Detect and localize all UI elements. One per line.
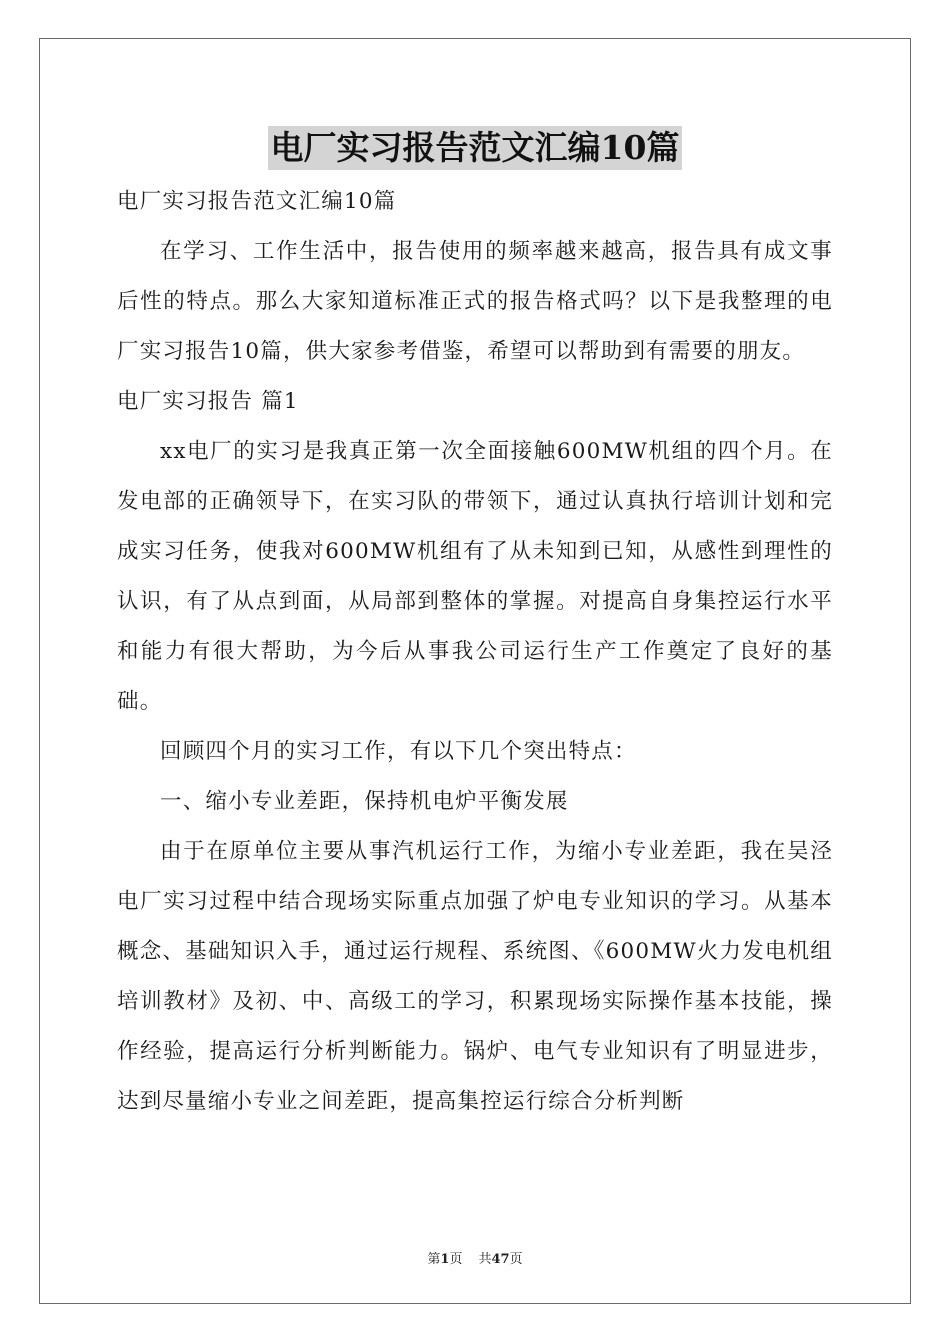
paragraph-intro: 在学习、工作生活中，报告使用的频率越来越高，报告具有成文事后性的特点。那么大家知道标准正式的报告格式吗？以下是我整理的电厂实习报告10篇，供大家参考借鉴，希望可以帮助到有需要的朋友。 <box>117 239 833 364</box>
paragraph-subtitle: 电厂实习报告范文汇编10篇 <box>117 189 397 214</box>
page-total-label: 共47页 <box>478 1252 523 1267</box>
page-number-current: 1 <box>440 1252 450 1267</box>
document-body <box>117 177 833 1127</box>
paragraph-body: xx电厂的实习是我真正第一次全面接触600MW机组的四个月。在发电部的正确领导下，在实习队的带领下，通过认真执行培训计划和完成实习任务，使我对600MW机组有了从未知到已知，从感性到理性的认识，有了从点到面，从局部到整体的掌握。对提高自身集控运行水平和能力有很大帮助，为今后从事我公司运行生产工作奠定了良好的基础。 <box>117 439 833 714</box>
page-number-label: 第1页 <box>427 1252 463 1267</box>
title-container <box>0 126 950 170</box>
paragraph-body: 由于在原单位主要从事汽机运行工作，为缩小专业差距，我在吴泾电厂实习过程中结合现场实际重点加强了炉电专业知识的学习。从基本概念、基础知识入手，通过运行规程、系统图、《600MW火力发电机组培训教材》及初、中、高级工的学习，积累现场实际操作基本技能，操作经验，提高运行分析判断能力。锅炉、电气专业知识有了明显进步，达到尽量缩小专业之间差距，提高集控运行综合分析判断 <box>117 839 834 1114</box>
document-title: 电厂实习报告范文汇编10篇 <box>268 126 683 170</box>
section-heading: 电厂实习报告 篇1 <box>117 389 299 414</box>
page-number-total: 47 <box>491 1252 510 1267</box>
page-footer <box>0 1248 950 1267</box>
paragraph-body: 回顾四个月的实习工作，有以下几个突出特点： <box>160 739 637 764</box>
paragraph-subheading: 一、缩小专业差距，保持机电炉平衡发展 <box>160 789 569 814</box>
